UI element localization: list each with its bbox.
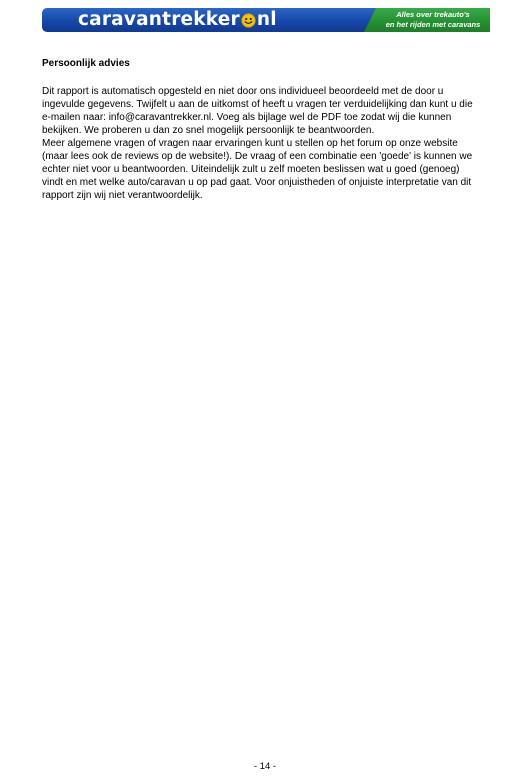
site-tagline [376,10,490,29]
paragraph-line: Meer algemene vragen of vragen naar ervaringen kunt u stellen op het forum op onze website [42,138,458,149]
paragraph-line: echter niet voor u beantwoorden. Uiteindelijk zult u zelf moeten beslissen wat u goed (genoeg) [42,164,460,175]
logo-text-tld: nl [256,9,277,30]
tagline-line-1: Alles over trekauto's [396,10,470,19]
smiley-icon [241,13,256,28]
header-banner [42,8,490,32]
paragraph-line: (maar lees ook de reviews op de website!). De vraag of een combinatie een 'goede' is kunnen we [42,151,473,162]
site-logo [78,8,277,32]
paragraph-line: vindt en met welke auto/caravan u op pad gaat. Voor onjuistheden of onjuiste interpretatie van dit [42,177,472,188]
paragraph-line: Dit rapport is automatisch opgesteld en niet door ons individueel beoordeeld met de door u [42,86,444,97]
advice-paragraph [42,85,497,202]
tagline-line-2: en het rijden met caravans [385,19,481,29]
paragraph-line: ingevulde gegevens. Twijfelt u aan de uitkomst of heeft u vragen ter verduidelijking dan kunt u die [42,99,473,110]
logo-text-main: caravantrekker [78,9,240,30]
paragraph-line: e-mailen naar: info@caravantrekker.nl. Voeg als bijlage wel de PDF toe zodat wij die kunnen [42,112,452,123]
page-number: - 14 - [253,761,277,772]
paragraph-line: rapport zijn wij niet verantwoordelijk. [42,190,203,201]
paragraph-line: bekijken. We proberen u dan zo snel mogelijk persoonlijk te beantwoorden. [42,125,375,136]
section-title: Persoonlijk advies [42,58,130,69]
